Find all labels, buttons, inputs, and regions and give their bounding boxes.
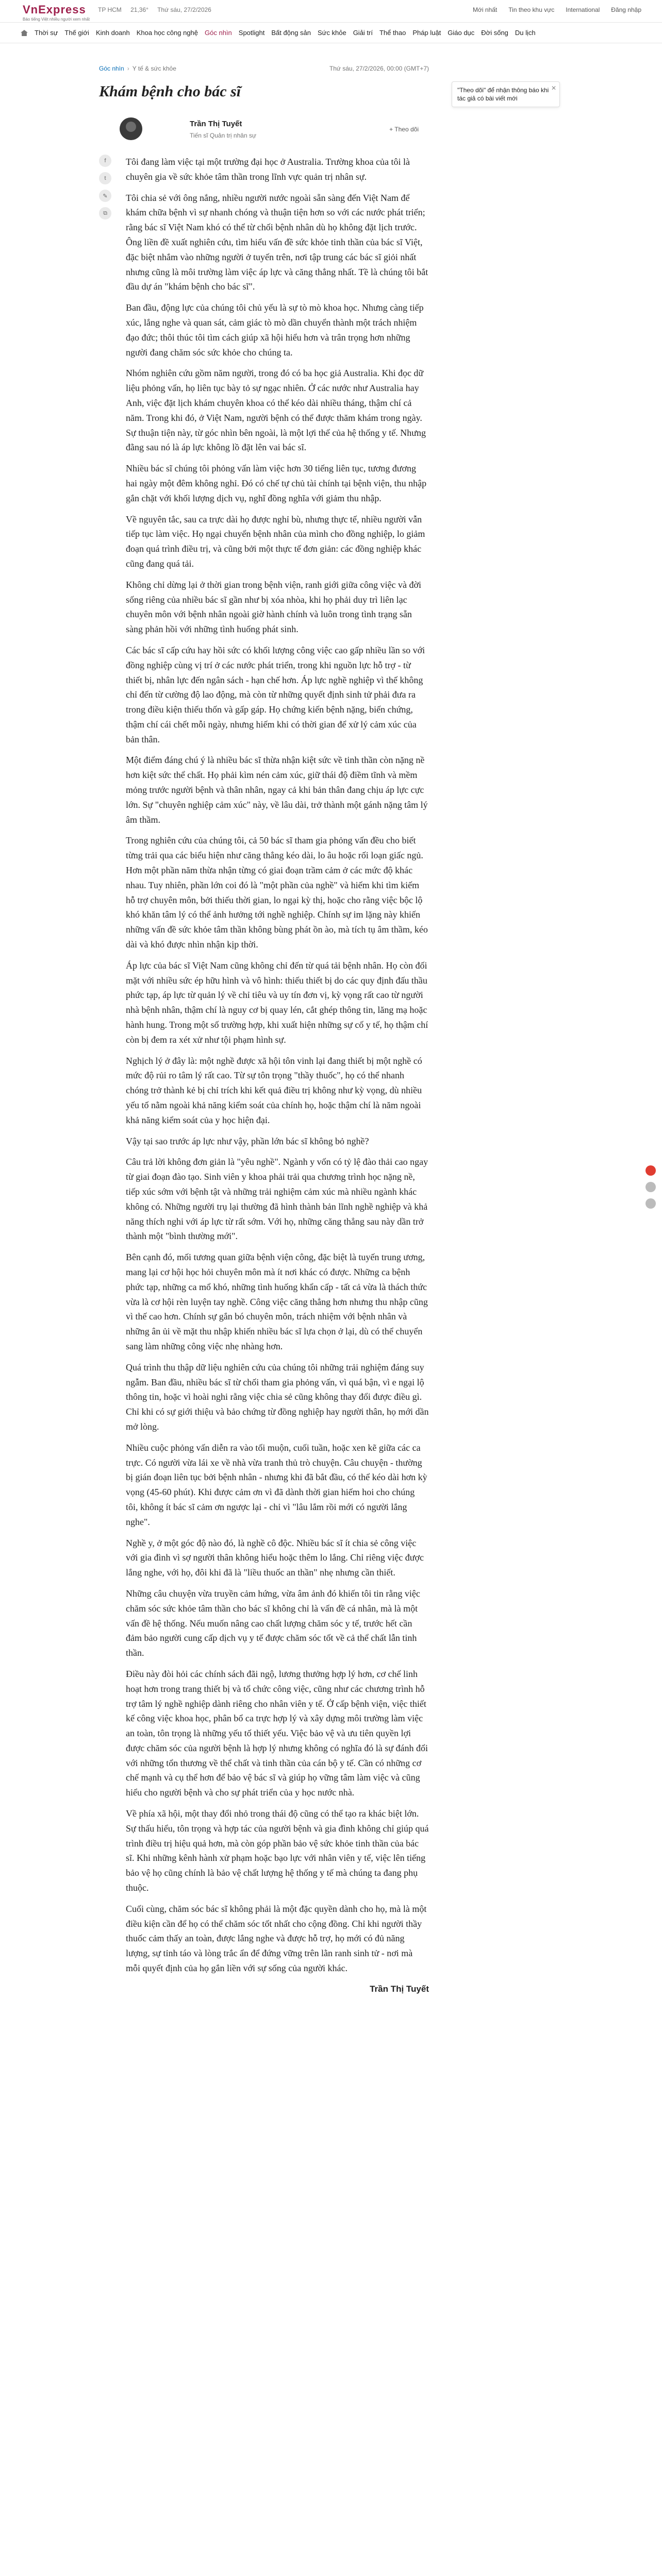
share-icon[interactable] <box>646 1182 656 1192</box>
author-name[interactable]: Trần Thị Tuyết <box>190 120 242 128</box>
article-paragraph: Quá trình thu thập dữ liệu nghiên cứu của chúng tôi những trải nghiệm đáng suy ngẫm. Ban đầu, nhiều bác sĩ từ chối tham gia phỏng vấn, vì quá bận, vì e ngại lộ thông tin, hoặc vì hoài nghi rằng việc chia sẻ cũng không thay đổi được điều gì. Chỉ khi có sự giới thiệu và bảo chứng từ đồng nghiệp hay người thân, họ mới dần mở lòng. <box>126 1362 429 1432</box>
nav-item[interactable]: Du lịch <box>515 29 536 37</box>
temperature: 21,36° <box>130 6 148 13</box>
article-paragraph: Vậy tại sao trước áp lực như vậy, phần lớn bác sĩ không bỏ nghề? <box>126 1136 369 1146</box>
article-paragraph: Những câu chuyện vừa truyền cảm hứng, vừa âm ảnh đó khiến tôi tin rằng việc chăm sóc sức khỏe tâm thần cho bác sĩ không chỉ là vấn đề cá nhân, mà là một vấn đề hệ thống. Nếu muốn nâng cao chất lượng chăm sóc y tế, trước hết cần đảm bảo người cung cấp dịch vụ y tế được chăm sóc tốt về cả thể chất lẫn tinh thần. <box>126 1588 420 1658</box>
article-title: Khám bệnh cho bác sĩ <box>99 83 241 100</box>
article-paragraph: Về phía xã hội, một thay đổi nhỏ trong thái độ cũng có thể tạo ra khác biệt lớn. Sự thấu hiểu, tôn trọng và hợp tác của người bệnh và gia đình không chỉ giúp quá trình điều trị hiệu quả hơn, mà còn góp phần bảo vệ sức khỏe tinh thần của bác sĩ. Khi những kênh hành xử phạm hoặc bạo lực với nhân viên y tế, việc lên tiếng bảo vệ họ cũng chính là bảo vệ chất lượng hệ thống y tế mà chúng ta đang phụ thuộc. <box>126 1808 429 1893</box>
author-box <box>99 113 429 149</box>
top-bar <box>0 0 662 23</box>
regional-news-link[interactable]: Tin theo khu vực <box>508 6 555 13</box>
nav-item[interactable]: Kinh doanh <box>95 29 130 37</box>
comment-count-icon[interactable] <box>646 1198 656 1209</box>
article-date: Thứ sáu, 27/2/2026, 00:00 (GMT+7) <box>329 65 429 72</box>
nav-item[interactable]: Spotlight <box>238 29 265 37</box>
latest-news-link[interactable]: Mới nhất <box>473 6 498 13</box>
nav-item[interactable]: Đời sống <box>481 29 508 37</box>
top-meta <box>98 6 219 13</box>
nav-item[interactable]: Pháp luật <box>412 29 441 37</box>
article-paragraph: Bên cạnh đó, mối tương quan giữa bệnh viện công, đặc biệt là tuyến trung ương, mang lại cơ hội học hỏi chuyên môn mà ít nơi khác có được. Những ca bệnh phức tạp, những ca mổ khó, những tình huống khẩn cấp - tất cả vừa là thách thức vừa là cơ hội rèn luyện tay nghề. Công việc căng thẳng hơn nhưng thu nhập cũng vì thế cao hơn. Chính sự gắn bó chuyên môn, trách nhiệm với bệnh nhân và những ân ủi về mặt thu nhập khiến nhiều bác sĩ lựa chọn ở lại, dù có thể chuyển sang làm những công việc nhẹ nhàng hơn. <box>126 1252 428 1351</box>
international-link[interactable]: International <box>566 6 600 13</box>
logo-text: VnExpress <box>23 3 86 16</box>
article-paragraph: Nhiều cuộc phỏng vấn diễn ra vào tối muộn, cuối tuần, hoặc xen kẽ giữa các ca trực. Có người vừa lái xe về nhà vừa tranh thủ trò chuyện. Câu chuyện - thường bị gián đoạn liên tục bởi bệnh nhân - nhưng khi đã bắt đầu, có thể kéo dài hơn kỳ vọng (45-60 phút). Khi được cảm ơn vì đã dành thời gian hiếm hoi cho chúng tôi, không ít bác sĩ cảm ơn ngược lại - chỉ vì "lâu lắm rồi mới có người lắng nghe". <box>126 1442 427 1527</box>
close-icon[interactable]: ✕ <box>551 84 556 92</box>
location[interactable]: TP HCM <box>98 6 122 13</box>
follow-button[interactable]: + Theo dõi <box>389 126 419 133</box>
article-paragraph: Về nguyên tắc, sau ca trực dài họ được nghỉ bù, nhưng thực tế, nhiều người vẫn tiếp tục làm việc. Họ ngại chuyển bệnh nhân của mình cho đồng nghiệp, lo giảm đoạn quá trình điều trị, và cũng bởi một thực tế đơn giản: các đồng nghiệp khác cũng đang quá tải. <box>126 514 425 569</box>
nav-item[interactable]: Sức khỏe <box>318 29 346 37</box>
link-icon[interactable]: ⧉ <box>99 207 111 219</box>
nav-item[interactable]: Thời sự <box>35 29 58 37</box>
notification-icon[interactable] <box>646 1165 656 1176</box>
article-paragraph: Tôi chia sẻ với ông nắng, nhiều người nước ngoài sẵn sàng đến Việt Nam để khám chữa bệnh vì sự nhanh chóng và thuận tiện hơn so với các nước phát triển; rằng bác sĩ Việt Nam khó có thể từ chối bệnh nhân dù họ không đặt lịch trước. Ông liền đề xuất nghiên cứu, tìm hiểu vấn đề sức khỏe tinh thần của bác sĩ Việt, đặc biệt nhắm vào những người ở tuyến trên, nơi tập trung các bác sĩ giỏi nhất nhưng cũng là môi trường làm việc áp lực và căng thẳng nhất. Tề là chúng tôi bắt đầu dự án "khám bệnh cho bác sĩ". <box>126 192 428 292</box>
article-paragraph: Câu trả lời không đơn giản là "yêu nghề". Ngành y vốn có tỷ lệ đào thải cao ngay từ giai đoạn đào tạo. Sinh viên y khoa phải trải qua chương trình học nặng nề, tiếp xúc sớm với bệnh tật và những trải nghiệm cảm xúc mà nhiều ngành khác không có. Những người trụ lại thường đã hình thành bản lĩnh nghề nghiệp và khả năng thích nghi với áp lực từ rất sớm. Với họ, những căng thẳng sau này dần trở thành một "bình thường mới". <box>126 1157 428 1242</box>
nav-item[interactable]: Khoa học công nghệ <box>136 29 198 37</box>
home-icon[interactable] <box>21 23 28 44</box>
article-paragraph: Nhiều bác sĩ chúng tôi phỏng vấn làm việc hơn 30 tiếng liên tục, tương đương hai ngày một đêm không nghỉ. Đó có chế tự chủ tài chính tại bệnh viện, thu nhập gắn chặt với khối lượng dịch vụ, nghĩ đồng nghĩa với giảm thu nhập. <box>126 463 427 503</box>
follow-tooltip <box>452 81 560 107</box>
article-paragraph: Trong nghiên cứu của chúng tôi, cả 50 bác sĩ tham gia phỏng vấn đều cho biết từng trải qua các biểu hiện như căng thẳng kéo dài, lo âu hoặc rối loạn giấc ngủ. Hơn một phần năm thừa nhận từng có giai đoạn trầm cảm ở các mức độ khác nhau. Tuy nhiên, phần lớn coi đó là "một phần của nghề" và hiếm khi tìm kiếm hỗ trợ chuyên môn, bởi thiếu thời gian, lo ngại kỳ thị, hoặc cho rằng việc bộc lộ khó khăn tâm lý có thể ảnh hưởng tới nghề nghiệp. Chính sự im lặng này khiến những vấn đề sức khỏe tâm thần không bùng phát ồn ào, mà tích tụ âm thầm, kéo dài và khó được nhìn nhận kịp thời. <box>126 835 428 950</box>
article-paragraph: Nghịch lý ở đây là: một nghề được xã hội tôn vinh lại đang thiết bị một nghề có mức độ rủi ro tâm lý rất cao. Từ sự tôn trọng "thầy thuốc", họ có thể nhanh chóng trở thành kẻ bị chỉ trích khi kết quả điều trị không như kỳ vọng, dù nhiều yếu tố nằm ngoài khả năng kiểm soát của chính họ, hoặc thậm chí là năm ngoài khả năng kiểm soát của y học hiện đại. <box>126 1055 422 1125</box>
article-paragraph: Cuối cùng, chăm sóc bác sĩ không phải là một đặc quyền dành cho họ, mà là một điều kiện cần để họ có thể chăm sóc tốt nhất cho cộng đồng. Chỉ khi người thầy thuốc cảm thấy an toàn, được lắng nghe và được hỗ trợ, họ mới có đủ năng lượng, sự tỉnh táo và lòng trắc ẩn để đứng vững trên lằn ranh sinh tử - nơi mà mỗi quyết định của họ gắn liền với sự sống của người khác. <box>126 1903 427 1974</box>
breadcrumb: Góc nhìn › Y tế & sức khỏe Thứ sáu, 27/2/2026, 00:00 (GMT+7) <box>99 65 429 72</box>
tooltip-text: "Theo dõi" để nhận thông báo khi tác giả có bài viết mới <box>457 87 549 102</box>
site-logo[interactable] <box>23 3 109 21</box>
twitter-icon[interactable]: t <box>99 172 111 184</box>
nav-item[interactable]: Thế giới <box>64 29 89 37</box>
article-body <box>126 155 429 1997</box>
nav-item[interactable]: Thể thao <box>379 29 406 37</box>
article-paragraph: Tôi đang làm việc tại một trường đại học ở Australia. Trường khoa của tôi là chuyên gia về sức khỏe tâm thần trong lĩnh vực quản trị nhân sự. <box>126 157 410 182</box>
nav-item[interactable]: Góc nhìn <box>205 29 232 37</box>
article-paragraph: Điều này đòi hỏi các chính sách đãi ngộ, lương thưởng hợp lý hơn, cơ chế linh hoạt hơn trong trang thiết bị và tổ chức công việc, cũng như các chương trình hỗ trợ tâm lý nghề nghiệp dành riêng cho nhân viên y tế. Ở cấp bệnh viện, việc thiết kế công việc khoa học, phân bổ ca trực hợp lý và xây dựng môi trường làm việc an toàn, tôn trọng là những yếu tố thiết yếu. Việc bảo vệ và ưu tiên quyền lợi được chăm sóc của người bệnh là hợp lý nhưng không có nghĩa đó là sự đánh đổi với những tổn thương về thể chất và tinh thần của cán bộ y tế. Cần có những cơ chế mạnh và cụ thể hơn để bảo vệ bác sĩ và giúp họ vững tâm làm việc và cũng hiểu cho người bệnh và cho sự phát triển của y học nước nhà. <box>126 1668 428 1798</box>
top-right-links <box>473 6 641 13</box>
floating-tools <box>646 1165 657 1215</box>
logo-tagline: Báo tiếng Việt nhiều người xem nhất <box>23 17 90 22</box>
nav-item[interactable]: Bất động sản <box>271 29 311 37</box>
author-role: Tiến sĩ Quản trị nhân sự <box>190 132 256 139</box>
current-date: Thứ sáu, 27/2/2026 <box>157 6 211 13</box>
article-paragraph: Nghề y, ở một góc độ nào đó, là nghề cô độc. Nhiều bác sĩ ít chia sẻ công việc với gia đình vì sợ người thân không hiểu hoặc thêm lo lắng. Chỉ riêng việc được lắng nghe, với họ, đôi khi đã là "liều thuốc an thần" nhẹ nhưng cần thiết. <box>126 1537 424 1578</box>
article-paragraph: Các bác sĩ cấp cứu hay hồi sức có khối lượng công việc cao gấp nhiều lần so với đồng nghiệp cùng vị trí ở các nước phát triển, trong khi nguồn lực hỗ trợ - từ thiết bị, nhân lực đến ngân sách - hạn chế hơn. Áp lực nghề nghiệp vì thế không chỉ đến từ cường độ lao động, mà còn từ những quyết định sinh tử phải đưa ra trong điều kiện thiếu thốn và gấp gáp. Họ chứng kiến bệnh nặng, biến chứng, thậm chí cái chết mỗi ngày, nhưng hiếm khi có thời gian để xử lý cảm xúc của bản thân. <box>126 645 425 744</box>
comment-icon[interactable]: ✎ <box>99 190 111 202</box>
facebook-icon[interactable]: f <box>99 155 111 167</box>
breadcrumb-subcategory[interactable]: Y tế & sức khỏe <box>132 65 176 72</box>
article-paragraph: Ban đầu, động lực của chúng tôi chủ yếu là sự tò mò khoa học. Nhưng càng tiếp xúc, lắng nghe và quan sát, cảm giác tò mò dần chuyển thành một trách nhiệm đạo đức; thôi thúc tôi tìm cách giúp xã hội hiểu hơn và trân trọng hơn những người đang chăm sóc sức khỏe cho chúng ta. <box>126 302 424 358</box>
nav-item[interactable]: Giáo dục <box>448 29 475 37</box>
login-link[interactable]: Đăng nhập <box>611 6 641 13</box>
article-paragraph: Một điểm đáng chú ý là nhiều bác sĩ thừa nhận kiệt sức về tinh thần còn nặng nề hơn kiệt sức thể chất. Họ phải kìm nén cảm xúc, giữ thái độ điềm tĩnh và mềm mỏng trước người bệnh và thân nhân, ngay cả khi bản thân đang chịu áp lực cực lớn. Sự "chuyên nghiệp cảm xúc" này, về lâu dài, trở thành một gánh nặng tâm lý âm thầm. <box>126 755 428 825</box>
article-paragraph: Không chỉ dừng lại ở thời gian trong bệnh viện, ranh giới giữa công việc và đời sống riêng của nhiều bác sĩ gần như bị xóa nhòa, khi họ phải duy trì liên lạc chuyên môn với bệnh nhân ngoài giờ hành chính và luôn trong tình trạng sẵn sàng phản hồi với những tình huống phát sinh. <box>126 579 421 635</box>
share-bar <box>99 155 113 225</box>
nav-item[interactable]: Giải trí <box>353 29 373 37</box>
article-paragraph: Nhóm nghiên cứu gồm năm người, trong đó có ba học giả Australia. Khi đọc dữ liệu phỏng vấn, họ liên tục bày tỏ sự ngạc nhiên. Ở các nước như Australia hay Anh, việc đặt lịch khám chuyên khoa có thể kéo dài nhiều tháng, thậm chí cả năm. Trong khi đó, ở Việt Nam, người bệnh có thể được thăm khám trong ngày. Sự thuận tiện này, từ góc nhìn bên ngoài, là một lợi thế của hệ thống y tế. Nhưng đằng sau nó là áp lực không lồ đặt lên vai bác sĩ. <box>126 368 426 453</box>
article-signature: Trần Thị Tuyết <box>370 1984 429 1994</box>
author-avatar[interactable] <box>120 117 142 140</box>
main-nav <box>0 23 662 43</box>
breadcrumb-category[interactable]: Góc nhìn <box>99 65 124 72</box>
article-paragraph: Áp lực của bác sĩ Việt Nam cũng không chỉ đến từ quá tải bệnh nhân. Họ còn đối mặt với nhiều sức ép hữu hình và vô hình: thiếu thiết bị do các quy định đấu thầu phức tạp, áp lực từ quản lý về chỉ tiêu và uy tín đơn vị, kỳ vọng rất cao từ người nhà bệnh nhân, thậm chí là nguy cơ bị quay lén, cắt ghép thông tin, lăng mạ hoặc hành hung. Trong một số trường hợp, khi xuất hiện những sự cố y tế, họ thậm chí còn bị đem ra xét xử như tội phạm hình sự. <box>126 960 428 1045</box>
